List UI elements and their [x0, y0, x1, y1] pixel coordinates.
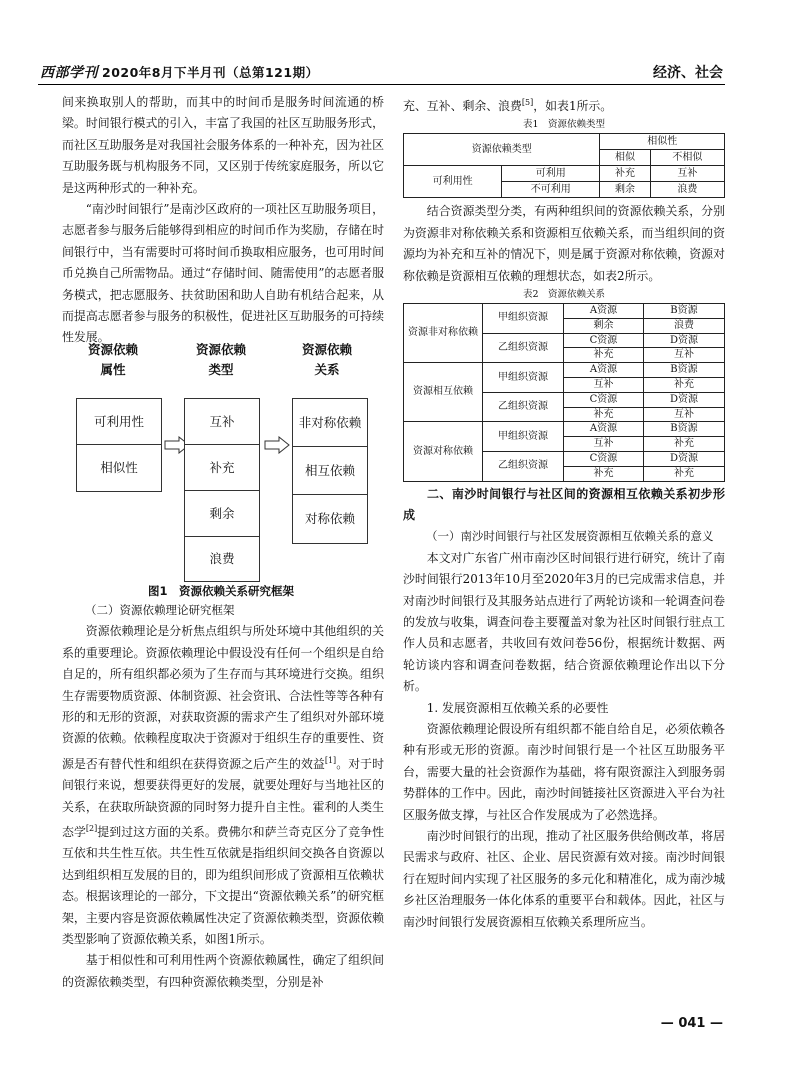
- organization-cell: 乙组织资源: [483, 392, 564, 422]
- table-cell: A资源: [564, 363, 644, 378]
- section-title: 二、南沙时间银行与社区间的资源相互依赖关系初步形成: [403, 486, 725, 522]
- table-cell: 互补: [643, 407, 724, 422]
- left-column-lower: [62, 600, 384, 993]
- table-caption: 表2 资源依赖关系: [522, 289, 606, 300]
- table-cell: 补充: [600, 166, 650, 182]
- table-row: [404, 422, 725, 437]
- relation-box: 非对称依赖: [292, 398, 368, 448]
- paragraph: 充、互补、剩余、浪费[5]，如表1所示。: [403, 98, 613, 113]
- table-header: 不可利用: [502, 182, 600, 198]
- organization-cell: 乙组织资源: [483, 333, 564, 363]
- paragraph: 南沙时间银行的出现，推动了社区服务供给侧改革，将居民需求与政府、社区、企业、居民资源有效对接。南沙时间银行在短时间内实现了社区服务的多元化和精准化，成为南沙城乡社区治理服务一体化体系的重要平台和载体。因此，社区与南沙时间银行发展资源相互依赖关系理所应当。: [403, 829, 725, 929]
- figure-col-title: 资源依赖 类型: [195, 342, 246, 377]
- paragraph: 资源依赖理论是分析焦点组织与所处环境中其他组织的关系的重要理论。资源依赖理论中假设没有任何一个组织是自给自足的，所有组织都必须为了生存而与其环境进行交换。组织生存需要物质资源、体制资源、社会资讯、合法性等等各种有形的和无形的资源，对获取资源的需求产生了组织对外部环境资源的依赖。依赖程度取决于资源对于组织生存的重要性、资源是否有替代性和组织在获得资源之后产生的效益[1]。对于时间银行来说，想要获得更好的发展，就要处理好与当地社区的关系，在获取所缺资源的同时努力提升自主性。霍利的人类生态学[2]提到过这方面的关系。费佛尔和萨兰奇克区分了竞争性互依和共生性互依。共生性互依就是指组织间交换各自资源以达到组织相互发展的目的，即为组织间形成了资源相互依赖状态。根据该理论的一部分，下文提出“资源依赖关系”的研究框架，主要内容是资源依赖属性决定了资源依赖类型，资源依赖类型影响了资源依赖关系，如图1所示。: [62, 624, 384, 947]
- organization-cell: 甲组织资源: [483, 422, 564, 452]
- organization-cell: 甲组织资源: [483, 304, 564, 334]
- figure-col-title: 资源依赖 属性: [87, 342, 138, 377]
- left-column: [62, 92, 384, 349]
- table-cell: 互补: [564, 437, 644, 452]
- paragraph: 间来换取别人的帮助，而其中的时间币是服务时间流通的桥梁。时间银行模式的引入，丰富了我国的社区互助服务形式，而社区互助服务是对我国社会服务体系的一种补充，因为社区互助服务既与机构服务不同，又区别于传统家庭服务，所以它是这两种形式的一种补充。: [62, 95, 384, 195]
- table-header: 可利用: [502, 166, 600, 182]
- table-cell: 剩余: [600, 182, 650, 198]
- table-row: [404, 363, 725, 378]
- table-cell: A资源: [564, 304, 644, 319]
- type-box: 浪费: [184, 536, 260, 582]
- relation-box: 相互依赖: [292, 446, 368, 496]
- table-cell: C资源: [564, 451, 644, 466]
- table-header: 相似: [600, 150, 650, 166]
- subsection-title: （一）南沙时间银行与社区发展资源相互依赖关系的意义: [426, 529, 714, 544]
- table-cell: C资源: [564, 392, 644, 407]
- paragraph: 基于相似性和可利用性两个资源依赖属性，确定了组织间的资源依赖类型，有四种资源依赖类型，分别是补: [62, 953, 384, 989]
- subsubsection-title: 1. 发展资源相互依赖关系的必要性: [426, 700, 609, 715]
- table-cell: A资源: [564, 422, 644, 437]
- table-caption: 表1 资源依赖类型: [522, 119, 606, 131]
- subsection-title: （二）资源依赖理论研究框架: [85, 603, 235, 617]
- paragraph: 结合资源类型分类，有两种组织间的资源依赖关系，分别为资源非对称依赖关系和资源相互依赖关系，而当组织间的资源均为补充和互补的情况下，则是属于资源对称依赖，资源对称依赖是资源相互依赖的理想状态，如表2所示。: [403, 204, 725, 283]
- table-cell: B资源: [643, 422, 724, 437]
- figure-caption: 图1 资源依赖关系研究框架: [147, 584, 294, 598]
- table-header: 相似性: [600, 134, 725, 150]
- citation: [2]: [85, 824, 98, 834]
- paragraph: “南沙时间银行”是南沙区政府的一项社区互助服务项目，志愿者参与服务后能够得到相应的时间币作为奖励，存储在时间银行中，当有需要时可将时间币换取相应服务，也可用时间币兑换自己所需物品。通过“存储时间、随需使用”的志愿者服务模式，把志愿服务、扶贫助困和助人自助有机结合起来，从而提高志愿者参与服务的积极性，促进社区互助服务的可持续性发展。: [62, 202, 384, 345]
- table-cell: B资源: [643, 363, 724, 378]
- table-header: 可利用性: [404, 166, 502, 198]
- table-row: [404, 304, 725, 319]
- organization-cell: 甲组织资源: [483, 363, 564, 393]
- citation: [5]: [521, 98, 534, 107]
- resource-relation-table: [403, 303, 725, 482]
- table-cell: 浪费: [650, 182, 724, 198]
- framework-figure: [66, 340, 376, 586]
- right-column: [403, 92, 725, 933]
- table-cell: 补充: [643, 377, 724, 392]
- attribute-box: 可利用性: [76, 398, 162, 446]
- type-box: 互补: [184, 398, 260, 446]
- table-header: 资源依赖类型: [404, 134, 600, 166]
- table-cell: 浪费: [643, 318, 724, 333]
- citation: [1]: [324, 755, 337, 765]
- type-box: 剩余: [184, 490, 260, 538]
- resource-type-table: [403, 133, 725, 198]
- table-cell: D资源: [643, 392, 724, 407]
- running-header: [40, 62, 319, 82]
- table-cell: 互补: [650, 166, 724, 182]
- relation-type-cell: 资源相互依赖: [404, 363, 483, 422]
- figure-col-title: 资源依赖 关系: [301, 342, 352, 377]
- table-cell: D资源: [643, 451, 724, 466]
- section-label: 经济、社会: [653, 65, 723, 81]
- page-number: — 041 —: [660, 1016, 723, 1031]
- relation-type-cell: 资源非对称依赖: [404, 304, 483, 363]
- arrow-icon: [264, 436, 290, 454]
- relation-box: 对称依赖: [292, 494, 368, 544]
- table-cell: 补充: [564, 348, 644, 363]
- table-cell: D资源: [643, 333, 724, 348]
- organization-cell: 乙组织资源: [483, 451, 564, 481]
- paragraph: 资源依赖理论假设所有组织都不能自给自足，必须依赖各种有形或无形的资源。南沙时间银行是一个社区互助服务平台，需要大量的社会资源作为基础，将有限资源注入到服务弱势群体的工作中。因此，南沙时间链接社区资源进入平台为社区服务做支撑，与社区合作发展成为了必然选择。: [403, 722, 725, 822]
- table-cell: 补充: [643, 466, 724, 481]
- table-cell: 互补: [643, 348, 724, 363]
- journal-logo: 西部学刊: [40, 65, 98, 81]
- type-box: 补充: [184, 444, 260, 492]
- table-cell: 剩余: [564, 318, 644, 333]
- paragraph: 本文对广东省广州市南沙区时间银行进行研究，统计了南沙时间银行2013年10月至2020年3月的已完成需求信息，并对南沙时间银行及其服务站点进行了两轮访谈和一轮调查问卷的发放与收集，调查问卷主要覆盖对象为社区时间银行驻点工作人员和志愿者，共收回有效问卷56份，根据统计数据、两轮访谈内容和调查问卷数据，结合资源依赖理论作出以下分析。: [403, 550, 725, 694]
- header-rule: [38, 84, 725, 85]
- table-header: 不相似: [650, 150, 724, 166]
- issue-info: 2020年8月下半月刊（总第121期）: [102, 65, 319, 80]
- table-cell: 互补: [564, 377, 644, 392]
- table-cell: 补充: [564, 466, 644, 481]
- table-cell: C资源: [564, 333, 644, 348]
- table-cell: B资源: [643, 304, 724, 319]
- table-cell: 补充: [643, 437, 724, 452]
- relation-type-cell: 资源对称依赖: [404, 422, 483, 481]
- table-cell: 补充: [564, 407, 644, 422]
- attribute-box: 相似性: [76, 444, 162, 492]
